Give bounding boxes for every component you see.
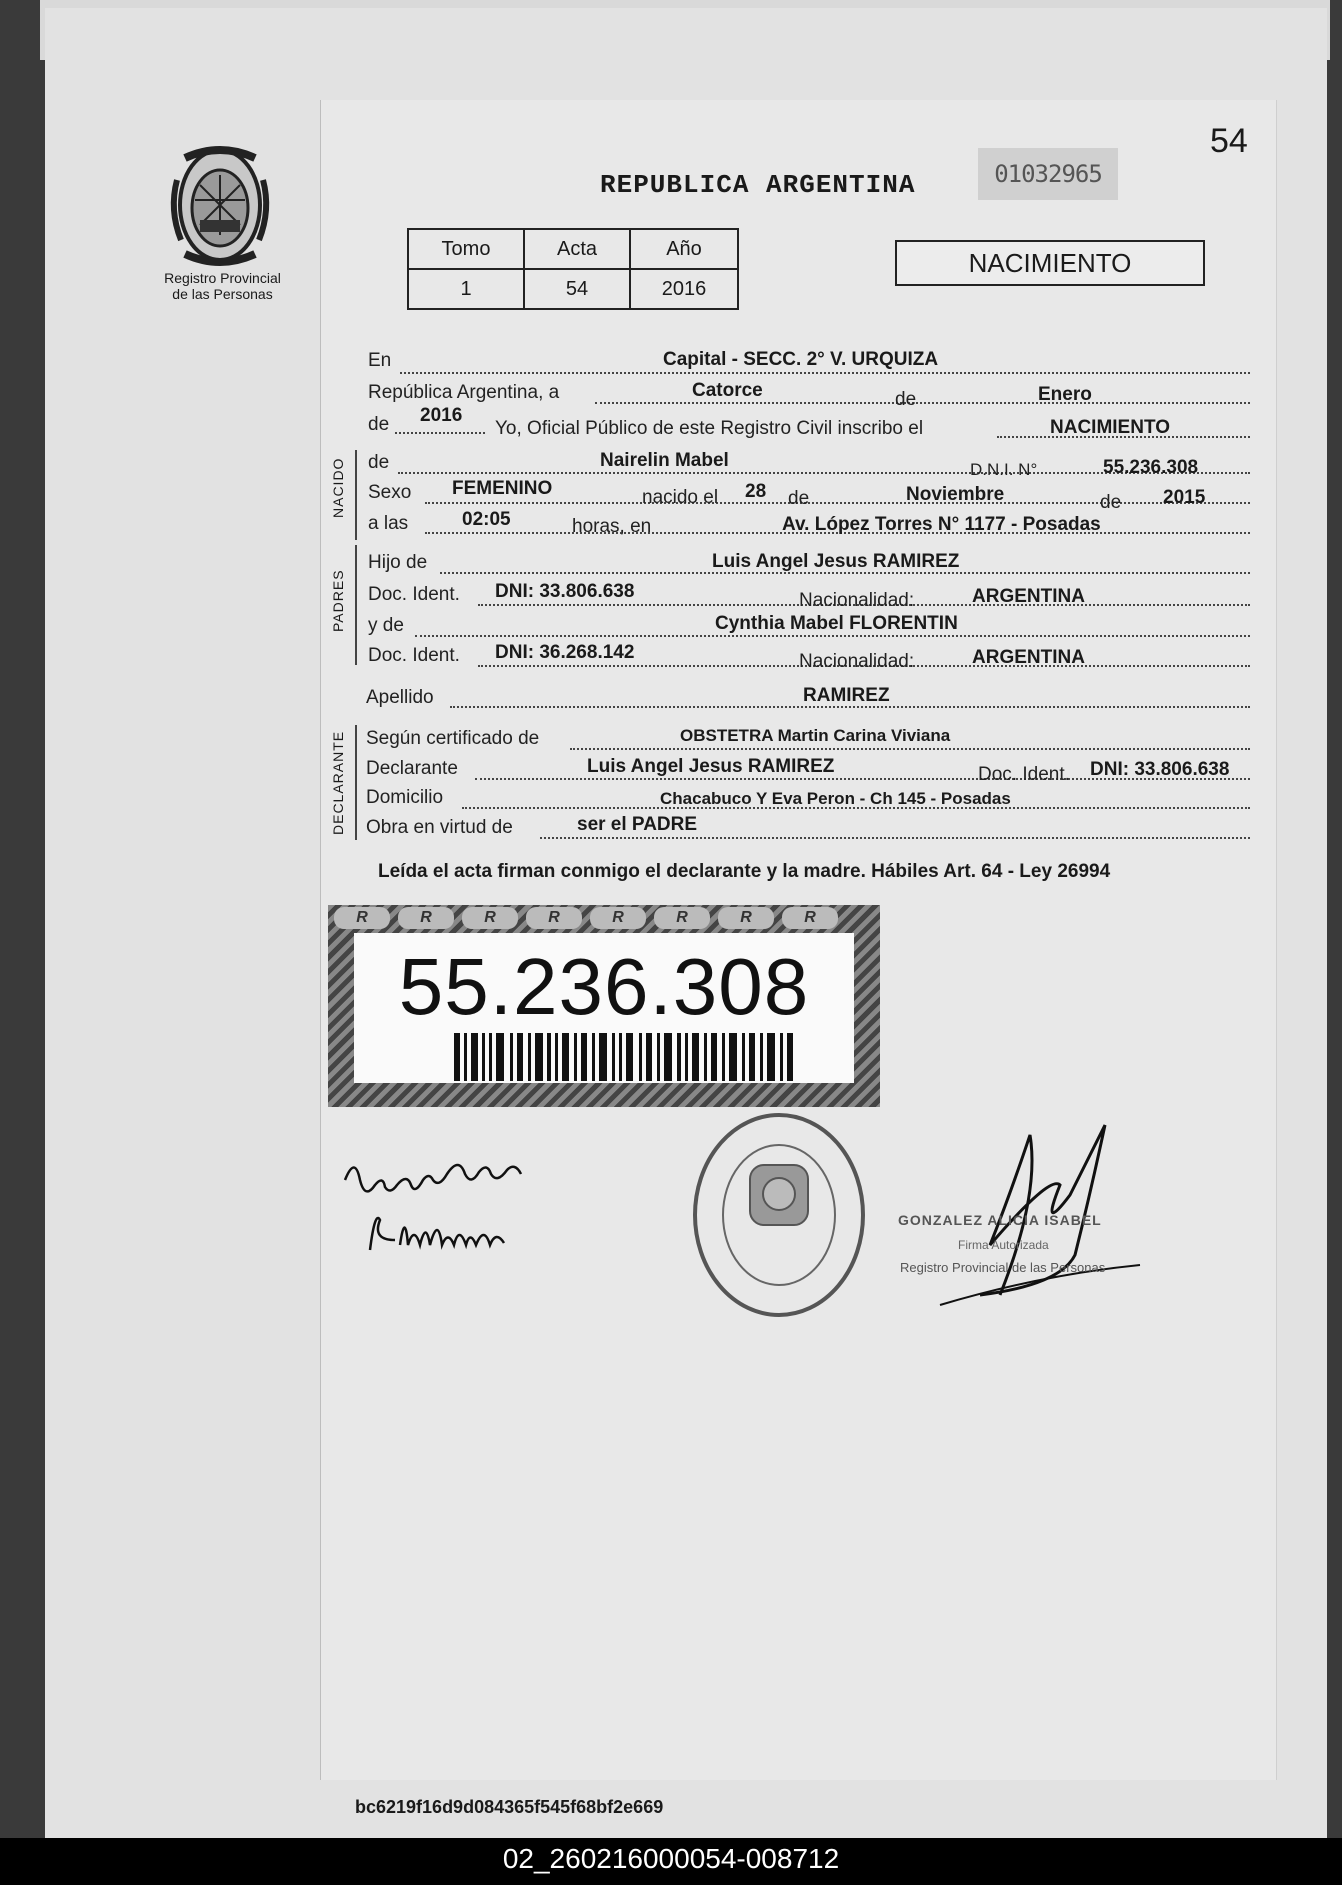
serial-stamp: 01032965 [978,148,1118,200]
section-bracket [355,545,357,665]
dotted-line [425,502,1250,504]
closing-text: Leída el acta firman conmigo el declarante y la madre. Hábiles Art. 64 - Ley 26994 [378,861,1111,882]
section-label-nacido: NACIDO [330,457,346,518]
hijo-label: Hijo de [368,552,428,573]
birth-year-value: 2015 [1163,487,1206,508]
birth-month-value: Noviembre [906,484,1005,505]
sexo-label: Sexo [368,482,412,503]
month-value: Enero [1038,384,1092,405]
doc-label: Doc. Ident. [368,584,460,605]
official-org: Registro Provincial de las Personas [900,1260,1106,1275]
birth-place-value: Av. López Torres N° 1177 - Posadas [782,514,1101,535]
domicilio-label: Domicilio [366,787,444,808]
r-mark: R [718,907,774,929]
dotted-line [570,748,1250,750]
r-band [328,905,880,931]
doc-label: Doc. Ident. [978,764,1070,785]
r-mark: R [398,907,454,929]
declarant-name-value: Luis Angel Jesus RAMIREZ [587,756,835,777]
certificado-label: Según certificado de [366,728,540,749]
logo-caption-line: de las Personas [172,286,273,302]
republica-label: República Argentina, a [368,382,560,403]
de-label: de [1100,492,1122,513]
de-label: de [788,488,810,509]
reason-value: ser el PADRE [577,814,698,835]
parents-signatures [340,1150,570,1270]
father-name-value: Luis Angel Jesus RAMIREZ [712,551,960,572]
section-label-declarante: DECLARANTE [330,730,346,835]
r-mark: R [334,907,390,929]
record-type-box: NACIMIENTO [895,240,1205,286]
registry-value: 2016 [630,269,738,309]
official-title: Firma Autorizada [958,1238,1049,1252]
apellido-label: Apellido [366,687,434,708]
doc-label: Doc. Ident. [368,645,460,666]
father-doc-value: DNI: 33.806.638 [495,581,635,602]
de-label: de [368,452,390,473]
dni-label: D.N.I. N° [970,460,1038,479]
child-name-value: Nairelin Mabel [600,450,729,471]
certificate-value: OBSTETRA Martin Carina Viviana [680,726,951,745]
registry-value: 54 [524,269,630,309]
de-label: de [895,389,917,410]
child-dni-value: 55.236.308 [1103,457,1199,478]
inscribe-value: NACIMIENTO [1050,417,1170,438]
horas-label: horas, en [572,516,652,537]
section-label-padres: PADRES [330,569,346,632]
registry-value: 1 [408,269,524,309]
official-name: GONZALEZ ALICIA ISABEL [898,1212,1102,1228]
oficial-text: Yo, Oficial Público de este Registro Civil inscribo el [495,418,924,439]
logo-caption [150,270,295,302]
sticker-label [354,933,854,1083]
r-mark: R [654,907,710,929]
registry-header: Acta [524,229,630,269]
day-value: Catorce [692,380,763,401]
footer-id: 02_260216000054-008712 [502,1843,840,1874]
nacido-label: nacido el [642,487,719,508]
document-hash: bc6219f16d9d084365f545f68bf2e669 [355,1797,664,1817]
r-mark: R [526,907,582,929]
yde-label: y de [368,615,404,636]
birth-day-value: 28 [745,481,767,502]
de-label: de [368,414,390,435]
sex-value: FEMENINO [452,478,553,499]
dni-sticker-number: 55.236.308 [398,942,810,1031]
dotted-line [395,432,485,434]
mother-nationality-value: ARGENTINA [972,647,1085,668]
declarante-label: Declarante [366,758,458,779]
year-value: 2016 [420,405,463,426]
nacionalidad-label: Nacionalidad: [799,590,915,611]
page-title: REPUBLICA ARGENTINA [600,170,916,200]
registry-table [407,228,739,310]
r-mark: R [590,907,646,929]
declarant-doc-value: DNI: 33.806.638 [1090,759,1230,780]
mother-doc-value: DNI: 36.268.142 [495,642,635,663]
r-mark: R [462,907,518,929]
registry-header: Año [630,229,738,269]
dotted-line [415,635,1250,637]
dni-sticker [328,905,880,1107]
logo-caption-line: Registro Provincial [164,270,281,286]
section-bracket [355,725,357,840]
page-number: 54 [1210,122,1248,160]
en-label: En [368,350,392,371]
barcode [454,1033,794,1081]
dotted-line [595,402,1250,404]
address-value: Chacabuco Y Eva Peron - Ch 145 - Posadas [660,789,1011,808]
dotted-line [400,372,1250,374]
official-seal [690,1110,868,1320]
dotted-line [540,837,1250,839]
coat-of-arms-logo [165,140,275,270]
alas-label: a las [368,513,409,534]
surname-value: RAMIREZ [803,685,890,706]
obra-label: Obra en virtud de [366,817,513,838]
r-mark: R [782,907,838,929]
nacionalidad-label: Nacionalidad: [799,651,915,672]
section-bracket [355,450,357,540]
birth-time-value: 02:05 [462,509,511,530]
place-value: Capital - SECC. 2° V. URQUIZA [663,349,939,370]
mother-name-value: Cynthia Mabel FLORENTIN [715,613,958,634]
registry-header: Tomo [408,229,524,269]
father-nationality-value: ARGENTINA [972,586,1085,607]
